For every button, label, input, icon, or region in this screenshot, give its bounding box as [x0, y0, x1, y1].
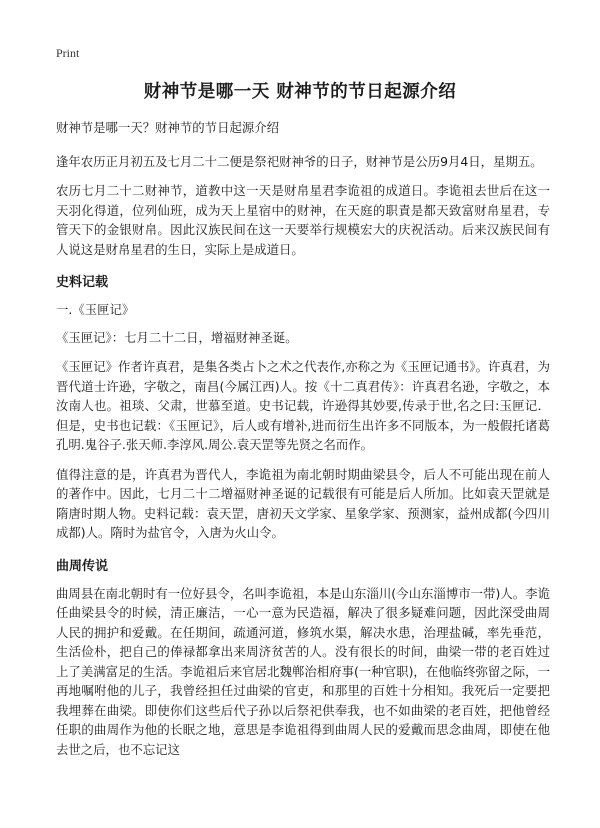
- section-paragraph: 《玉匣记》：七月二十二日，增福财神圣诞。: [56, 329, 298, 345]
- article-subtitle: 财神节是哪一天？财神节的节日起源介绍: [56, 120, 280, 135]
- intro-paragraph: 逢年农历正月初五及七月二十二便是祭祀财神爷的日子，财神节是公历9月4日，星期五。: [56, 153, 543, 169]
- section-paragraph: 曲周县在南北朝时有一位好县令，名叫李诡祖，本是山东淄川(今山东淄博市一带)人。李诡任曲梁县令的时候，清正廉洁，一心一意为民造福，解决了很多疑难问题，因此深受曲周人民的拥护和爱戴。在任期间，疏通河道，修筑水渠，解决水患，治理盐碱，率先垂范，生活俭朴，把自己的俸禄都拿出来周济贫苦的人。没有很长的时间，曲梁一带的老百姓过上了美满富足的生活。李诡祖后来官居北魏郸治相府事(一种官职)，在他临终弥留之际，一再地嘱咐他的儿子，我曾经担任过曲梁的官吏，和那里的百姓十分相知。我死后一定要把我埋葬在曲梁。即使你们这些后代子孙以后祭祀供奉我，也不如曲梁的老百姓，把他曾经任职的曲周作为他的长眠之地，意思是李诡祖得到曲周人民的爱戴而思念曲周，即使在他去世之后，也不忘记这: [56, 585, 550, 757]
- intro-paragraph: 农历七月二十二财神节，道教中这一天是财帛星君李诡祖的成道日。李诡祖去世后在这一天羽化得道，位列仙班，成为天上星宿中的财神，在天庭的职責是都天致富财帛星君，专管天下的金银财帛。因此汉族民间在这一天要举行规模宏大的庆祝活动。后来汉族民间有人说这是财帛星君的生日，实际上是成道日。: [56, 183, 550, 257]
- section-paragraph: 《玉匣记》作者许真君，是集各类占卜之术之代表作,亦称之为《玉匣记通书》。许真君，为晋代道士许逊，字敬之，南昌(今属江西)人。按《十二真君传》：许真君名逊，字敬之，本汝南人也。祖琰、父肃，世慕至道。史书记载，许逊得其妙要,传录于世,名之曰:玉匣记．但是，史书也记载：《玉匣记》，后人或有增补,进而衍生出许多不同版本，为一般假托诸葛孔明.鬼谷子.张天师.李淳风.周公.袁天罡等先贤之名而作。: [56, 359, 550, 452]
- print-label: Print: [56, 46, 80, 60]
- page-title: 财神节是哪一天 财神节的节日起源介绍: [143, 82, 457, 102]
- section-heading-historical-records: 史料记载: [56, 275, 109, 290]
- section-paragraph: 值得注意的是，许真君为晋代人，李诡祖为南北朝时期曲梁县令，后人不可能出现在前人的著作中。因此，七月二十二增福财神圣诞的记载很有可能是后人所加。比如袁天罡就是隋唐时期人物。史料记载：袁天罡，唐初天文学家、星象学家、预测家，益州成都(今四川成都)人。隋时为盐官令，入唐为火山令。: [56, 466, 550, 540]
- section-subheading: 一.《玉匣记》: [56, 302, 135, 317]
- article-body: [56, 118, 550, 769]
- section-heading-quzhou-legend: 曲周传说: [56, 558, 109, 574]
